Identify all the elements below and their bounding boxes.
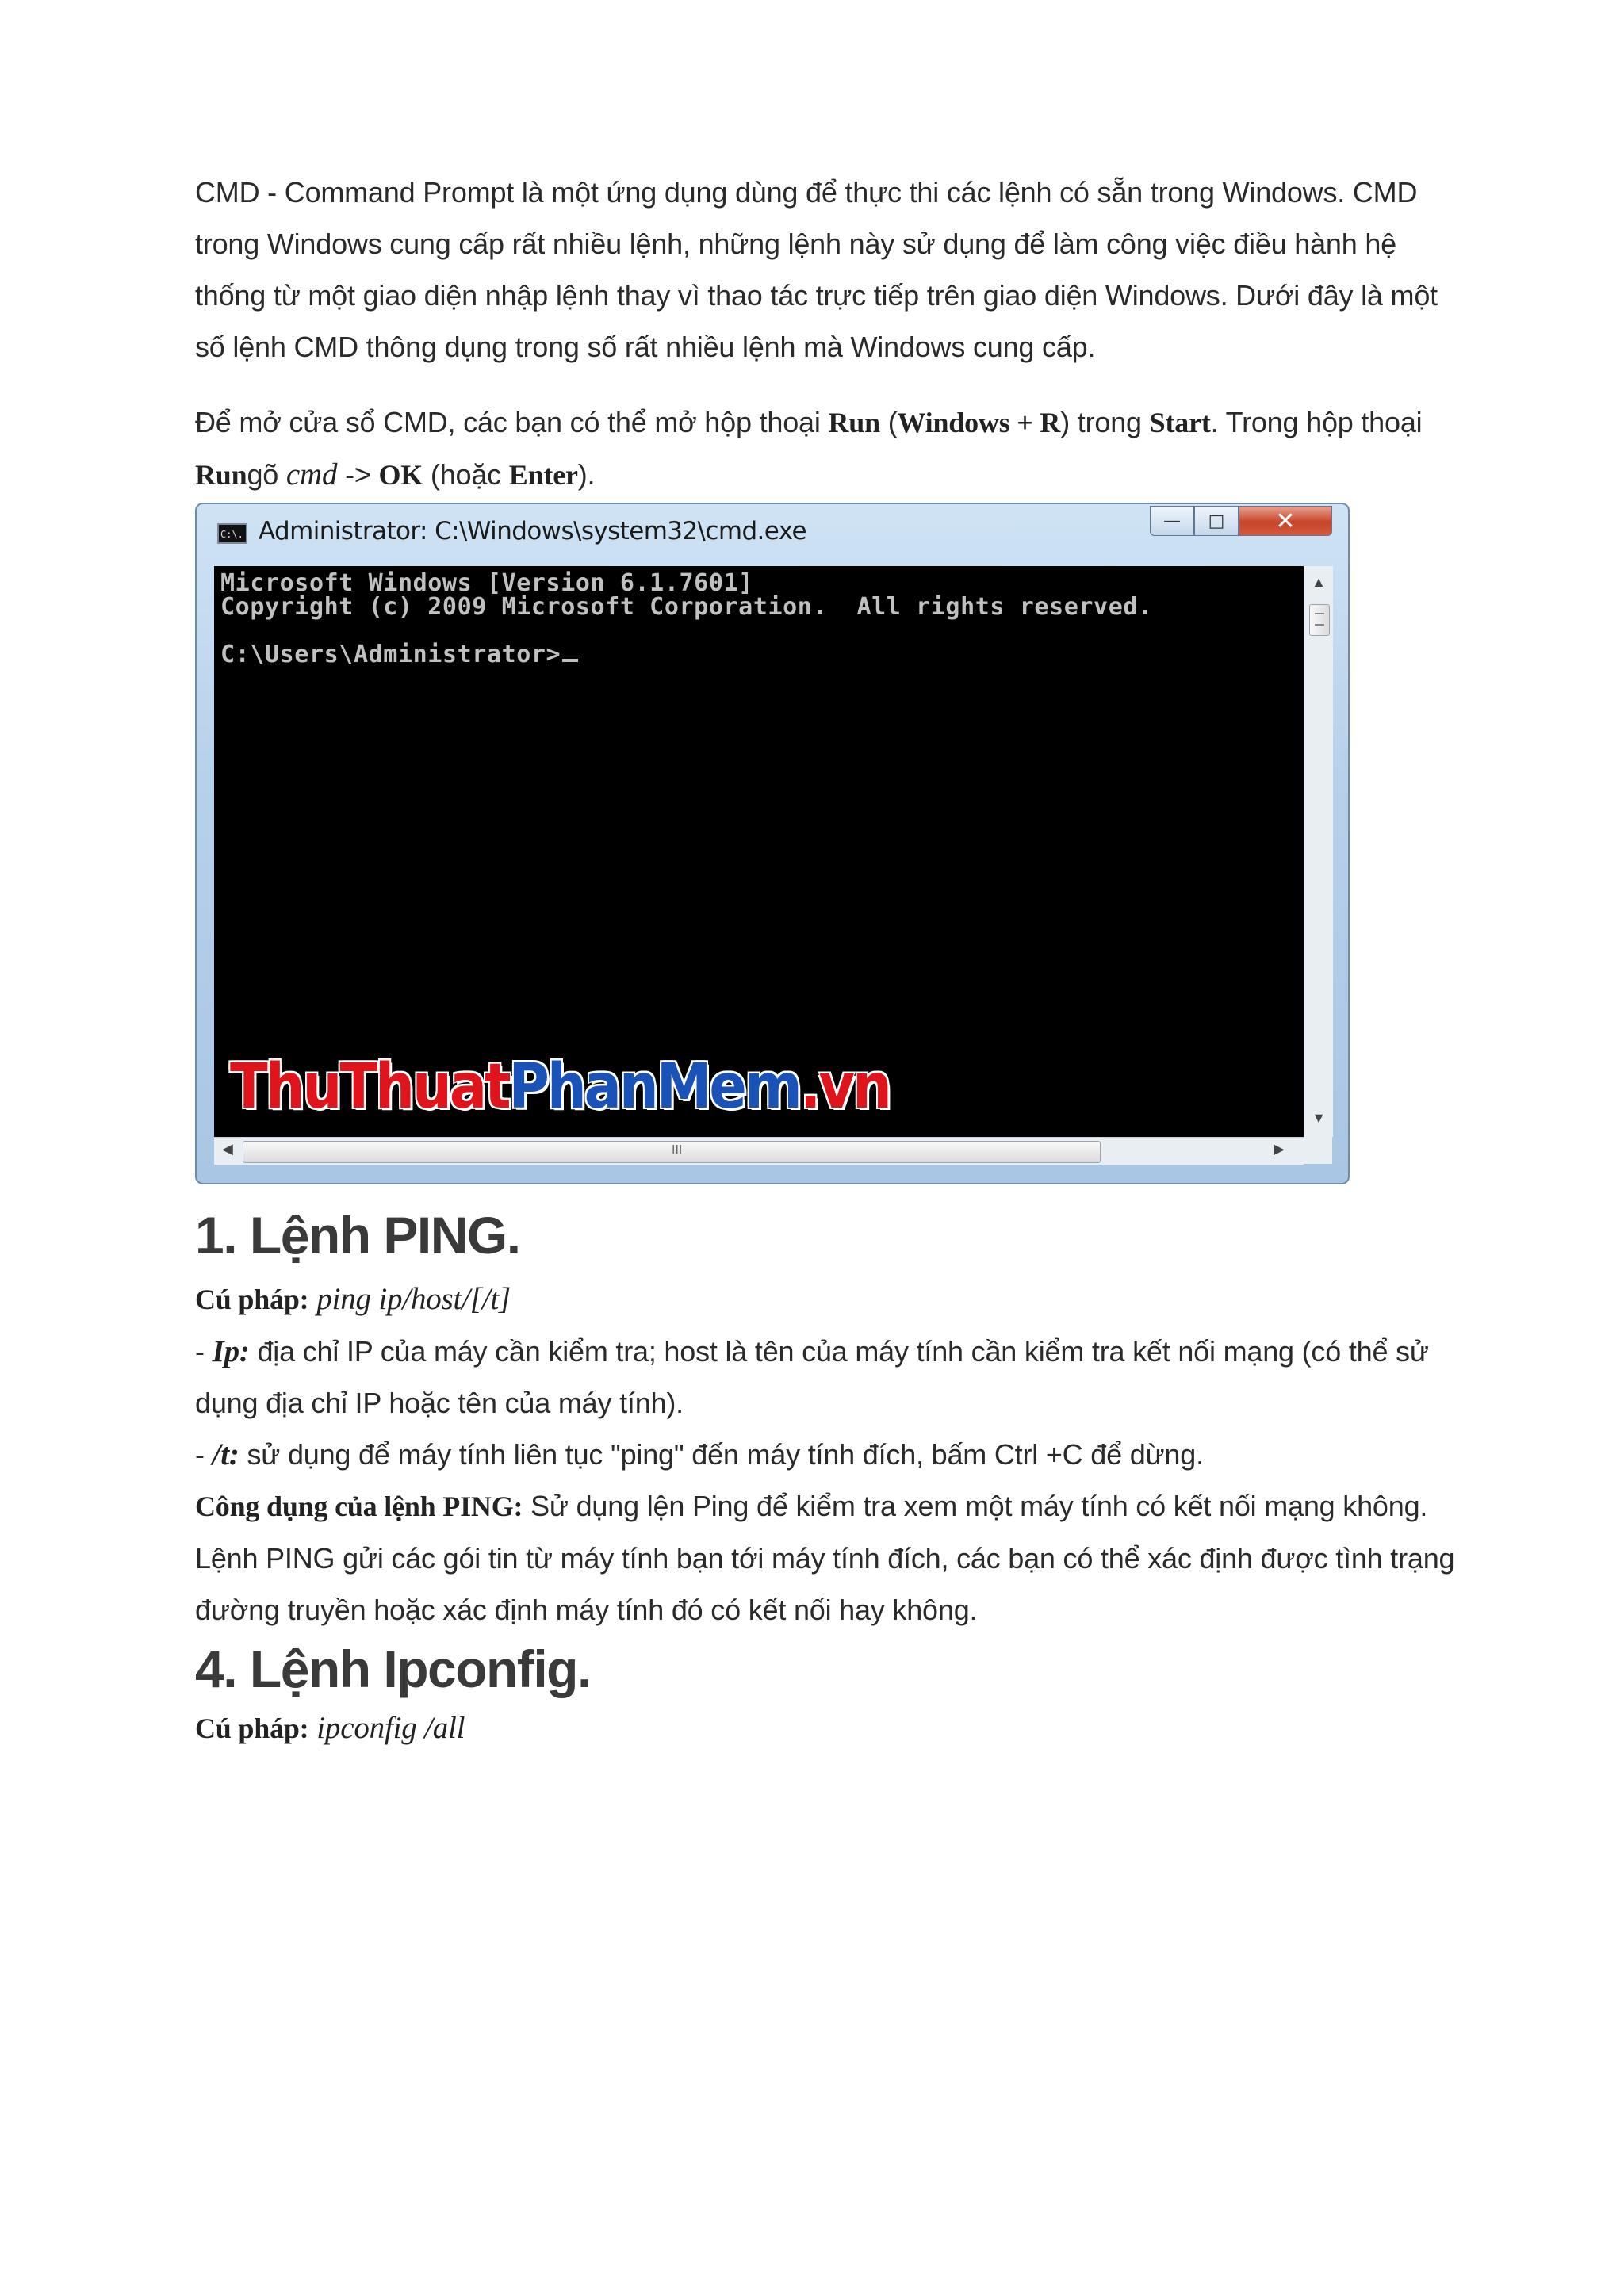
console-line-version: Microsoft Windows [Version 6.1.7601]: [220, 569, 753, 597]
run-term: Run: [828, 407, 880, 438]
syntax-value: ping ip/host/[/t]: [316, 1282, 511, 1316]
console-prompt: [220, 641, 578, 668]
syntax-label: Cú pháp:: [195, 1712, 309, 1744]
document-content: [195, 166, 1464, 1755]
scroll-down-icon[interactable]: ▼: [1312, 1110, 1326, 1126]
console-line-copyright: Copyright (c) 2009 Microsoft Corporation. All rights reserved.: [220, 593, 1153, 621]
open-cmd-text: Để mở cửa sổ CMD, các bạn có thể mở hộp thoại: [195, 406, 829, 438]
resize-grip-icon[interactable]: [1304, 1137, 1332, 1164]
console-area[interactable]: [214, 566, 1304, 1137]
text-cursor: [562, 659, 578, 662]
site-watermark-logo: [230, 1050, 890, 1123]
open-cmd-text: (: [879, 406, 898, 438]
cmd-window-screenshot: [195, 503, 1350, 1184]
watermark-part: .vn: [799, 1050, 890, 1123]
cmd-app-icon: C:\.: [217, 523, 247, 544]
param-t-label: /t:: [212, 1437, 239, 1471]
ping-syntax: [195, 1273, 1464, 1326]
usage-label: Công dụng của lệnh PING:: [195, 1490, 523, 1522]
open-cmd-text: . Trong hộp thoại: [1210, 406, 1423, 438]
ipconfig-syntax: [195, 1702, 1464, 1755]
list-dash: -: [195, 1438, 213, 1471]
cmd-term: cmd: [285, 457, 338, 492]
horizontal-scrollbar[interactable]: [214, 1137, 1304, 1165]
shortcut-keys: Windows + R: [897, 407, 1061, 438]
list-dash: -: [195, 1335, 213, 1368]
open-cmd-text: (hoặc: [423, 458, 509, 491]
open-cmd-text: ->: [337, 458, 379, 491]
syntax-value: ipconfig /all: [316, 1711, 465, 1745]
start-term: Start: [1149, 407, 1211, 438]
window-controls: [1150, 506, 1332, 538]
usage-text: Sử dụng lện Ping để kiểm tra xem một máy tính có kết nối mạng không. Lệnh PING gửi các gói tin từ máy tính bạn tới máy tính đích, các bạn có thể xác định được tình trạng đường truyền hoặc xác định máy tính đó có kết nối hay không.: [195, 1490, 1455, 1626]
param-ip-text: địa chỉ IP của máy cần kiểm tra; host là tên của máy tính cần kiểm tra kết nối mạng (có thể sử dụng địa chỉ IP hoặc tên của máy tính).: [195, 1335, 1429, 1419]
watermark-part: PhanMem: [508, 1050, 800, 1123]
watermark-part: ThuThuat: [230, 1050, 509, 1123]
enter-term: Enter: [508, 459, 578, 491]
open-cmd-text: ).: [577, 458, 596, 491]
param-ip-label: Ip:: [212, 1334, 250, 1368]
vertical-scroll-thumb[interactable]: [1309, 604, 1330, 636]
horizontal-scroll-thumb[interactable]: [243, 1141, 1101, 1163]
cmd-window-title: Administrator: C:\Windows\system32\cmd.exe: [259, 517, 806, 545]
heading-ping: 1. Lệnh PING.: [195, 1206, 520, 1265]
maximize-button[interactable]: □: [1194, 506, 1239, 536]
scroll-left-icon[interactable]: ◀: [222, 1141, 233, 1157]
open-cmd-paragraph: [195, 396, 1464, 501]
scroll-grip-icon: III: [672, 1143, 683, 1157]
ping-ip-description: [195, 1326, 1464, 1429]
ping-usage: [195, 1480, 1464, 1636]
vertical-scrollbar[interactable]: [1304, 566, 1333, 1137]
open-cmd-text: gõ: [247, 458, 286, 491]
ping-t-description: [195, 1429, 1464, 1480]
scroll-up-icon[interactable]: ▲: [1312, 574, 1326, 590]
close-button[interactable]: ✕: [1239, 506, 1332, 536]
syntax-label: Cú pháp:: [195, 1284, 309, 1315]
prompt-text: C:\Users\Administrator>: [220, 641, 561, 668]
open-cmd-text: ) trong: [1060, 406, 1150, 438]
run-term: Run: [195, 459, 247, 491]
param-t-text: sử dụng để máy tính liên tục "ping" đến máy tính đích, bấm Ctrl +C để dừng.: [239, 1438, 1204, 1471]
cmd-titlebar: [197, 504, 1348, 560]
heading-ipconfig: 4. Lệnh Ipconfig.: [195, 1640, 591, 1698]
intro-paragraph: CMD - Command Prompt là một ứng dụng dùng để thực thi các lệnh có sẵn trong Windows. CMD trong Windows cung cấp rất nhiều lệnh, những lệnh này sử dụng để làm công việc điều hành hệ thống từ một giao diện nhập lệnh thay vì thao tác trực tiếp trên giao diện Windows. Dưới đây là một số lệnh CMD thông dụng trong số rất nhiều lệnh mà Windows cung cấp.: [195, 176, 1438, 363]
scroll-right-icon[interactable]: ▶: [1274, 1141, 1285, 1157]
ok-term: OK: [378, 459, 423, 491]
minimize-button[interactable]: —: [1150, 506, 1194, 536]
